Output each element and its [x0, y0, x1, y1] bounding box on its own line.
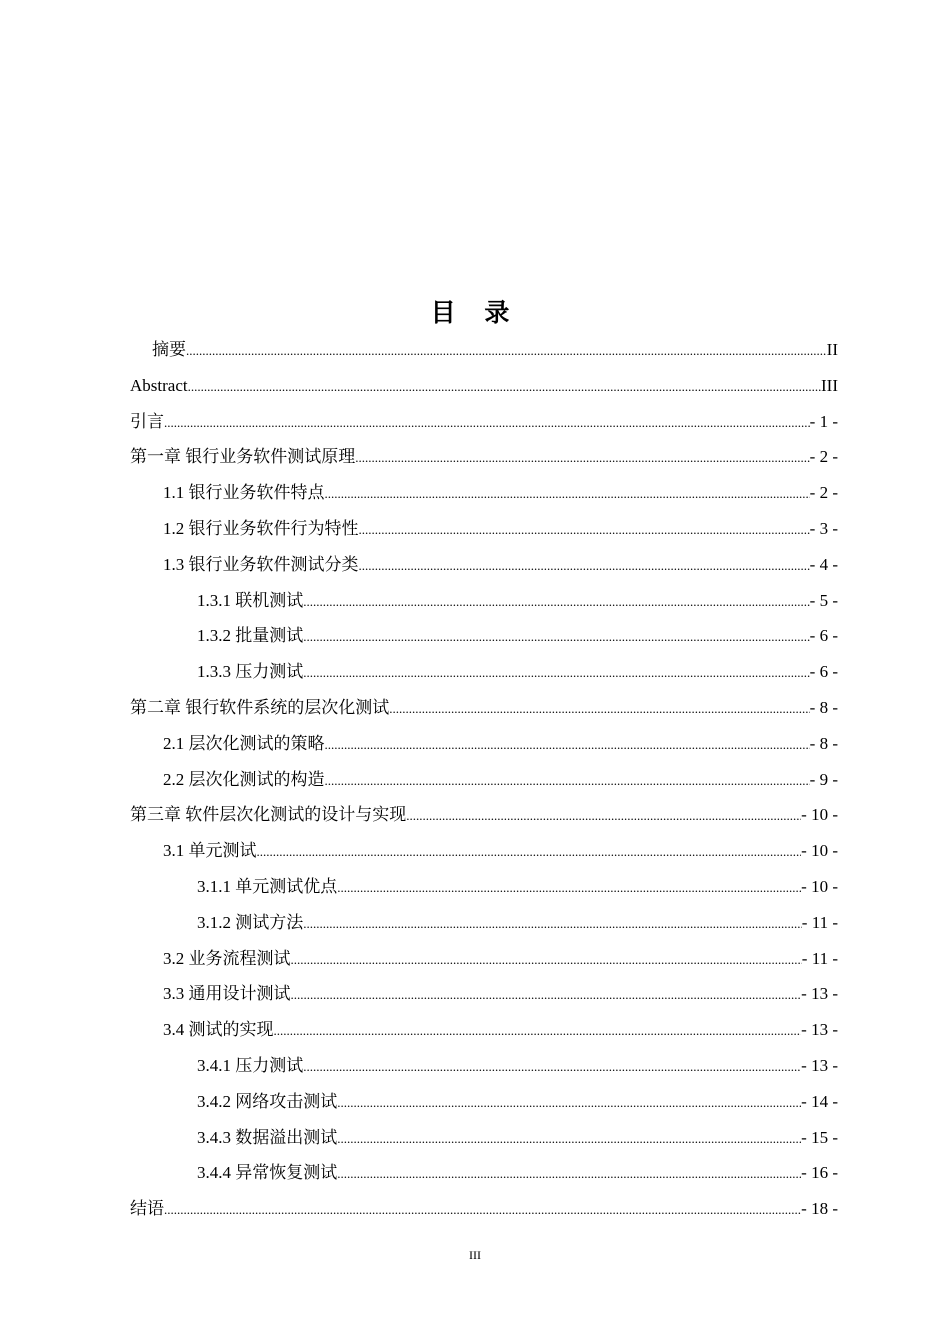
toc-entry[interactable]: [130, 511, 838, 547]
toc-entry-page: - 6 -: [809, 662, 838, 682]
toc-entry-label: 1.3.3 压力测试: [197, 662, 304, 682]
toc-entry[interactable]: [130, 690, 838, 726]
toc-dot-leader: [337, 870, 801, 906]
toc-entry-label: 1.3 银行业务软件测试分类: [163, 554, 359, 574]
toc-entry-label: 1.1 银行业务软件特点: [163, 483, 325, 503]
toc-entry-label: 3.4.1 压力测试: [197, 1055, 304, 1075]
toc-dot-leader: [325, 763, 810, 799]
toc-dot-leader: [164, 405, 810, 441]
toc-entry-label: 1.3.1 联机测试: [197, 590, 304, 610]
toc-entry-label: 引言: [130, 411, 164, 431]
toc-entry-label: 结语: [130, 1199, 164, 1219]
toc-entry[interactable]: [130, 1191, 838, 1227]
toc-entry-label: 3.1 单元测试: [163, 841, 257, 861]
toc-entry-page: - 13 -: [801, 1020, 838, 1040]
toc-entry[interactable]: [130, 475, 838, 511]
toc-entry[interactable]: [130, 404, 838, 440]
footer-page-number: III: [469, 1248, 481, 1262]
toc-entry[interactable]: [130, 618, 838, 654]
toc-dot-leader: [303, 906, 802, 942]
toc-dot-leader: [274, 1013, 802, 1049]
toc-entry-page: - 2 -: [809, 483, 838, 503]
toc-dot-leader: [188, 369, 821, 405]
toc-entry-page: - 1 -: [809, 411, 838, 431]
toc-entry[interactable]: [130, 1120, 838, 1156]
toc-dot-leader: [359, 548, 810, 584]
toc-dot-leader: [303, 1049, 801, 1085]
toc-entry-page: - 4 -: [809, 554, 838, 574]
toc-entry[interactable]: [130, 1012, 838, 1048]
toc-dot-leader: [337, 1085, 801, 1121]
toc-entry-page: - 9 -: [809, 769, 838, 789]
toc-entry-label: Abstract: [130, 375, 188, 395]
toc-entry-label: 3.1.2 测试方法: [197, 912, 304, 932]
toc-entry[interactable]: [130, 583, 838, 619]
toc-entry-page: - 13 -: [801, 984, 838, 1004]
toc-dot-leader: [325, 727, 810, 763]
toc-entry-label: 第三章 软件层次化测试的设计与实现: [130, 805, 407, 825]
toc-dot-leader: [291, 977, 802, 1013]
toc-entry-label: 1.3.2 批量测试: [197, 626, 304, 646]
toc-dot-leader: [389, 691, 809, 727]
toc-entry-page: II: [826, 340, 838, 359]
toc-entry[interactable]: [130, 1048, 838, 1084]
toc-dot-leader: [303, 619, 809, 655]
toc-entry-page: - 16 -: [801, 1163, 838, 1183]
toc-title: 目 录: [430, 298, 520, 327]
toc-dot-leader: [186, 333, 827, 369]
toc-entry-label: 3.4.2 网络攻击测试: [197, 1091, 338, 1111]
toc-entry-page: III: [821, 375, 838, 395]
toc-entry-page: - 2 -: [809, 447, 838, 467]
toc-dot-leader: [337, 1121, 801, 1157]
toc-entry-label: 3.4.3 数据溢出测试: [197, 1127, 338, 1147]
toc-entry-page: - 10 -: [801, 841, 838, 861]
toc-dot-leader: [337, 1156, 801, 1192]
toc-entry-page: - 8 -: [809, 733, 838, 753]
toc-entry[interactable]: [130, 976, 838, 1012]
toc-entry[interactable]: [130, 368, 838, 404]
toc-dot-leader: [164, 1192, 801, 1228]
toc-entry[interactable]: [130, 332, 838, 368]
toc-entry[interactable]: [130, 762, 838, 798]
toc-entry[interactable]: [130, 941, 838, 977]
toc-dot-leader: [257, 834, 802, 870]
toc-entry-page: - 6 -: [809, 626, 838, 646]
toc-entry-page: - 5 -: [809, 590, 838, 610]
toc-entry[interactable]: [130, 726, 838, 762]
toc-entry-page: - 14 -: [801, 1091, 838, 1111]
toc-dot-leader: [355, 440, 809, 476]
toc-entry[interactable]: [130, 833, 838, 869]
toc-entry-page: - 10 -: [801, 805, 838, 825]
toc-entry-label: 3.4 测试的实现: [163, 1020, 274, 1040]
toc-entry-label: 第一章 银行业务软件测试原理: [130, 447, 356, 467]
toc-entry-label: 摘要: [152, 340, 186, 359]
toc-entry-page: - 10 -: [801, 876, 838, 896]
toc-entry-label: 1.2 银行业务软件行为特性: [163, 518, 359, 538]
toc-entry-label: 3.4.4 异常恢复测试: [197, 1163, 338, 1183]
toc-entry[interactable]: [130, 797, 838, 833]
toc-entry-page: - 18 -: [801, 1199, 838, 1219]
toc-entry[interactable]: [130, 439, 838, 475]
toc-entry-page: - 11 -: [801, 912, 838, 932]
toc-entry-label: 3.3 通用设计测试: [163, 984, 291, 1004]
toc-entry-label: 3.1.1 单元测试优点: [197, 876, 338, 896]
toc-dot-leader: [359, 512, 810, 548]
toc-entry-page: - 13 -: [801, 1055, 838, 1075]
toc-entry[interactable]: [130, 1155, 838, 1191]
toc-dot-leader: [406, 798, 801, 834]
toc-entry-label: 3.2 业务流程测试: [163, 948, 291, 968]
toc-entry-label: 2.1 层次化测试的策略: [163, 733, 325, 753]
toc-entry[interactable]: [130, 905, 838, 941]
toc-entry[interactable]: [130, 869, 838, 905]
toc-entry-label: 第二章 银行软件系统的层次化测试: [130, 697, 390, 717]
table-of-contents: [130, 332, 838, 1227]
toc-dot-leader: [325, 476, 810, 512]
toc-entry-page: - 3 -: [809, 518, 838, 538]
toc-entry-label: 2.2 层次化测试的构造: [163, 769, 325, 789]
toc-dot-leader: [291, 942, 802, 978]
toc-entry-page: - 8 -: [809, 697, 838, 717]
toc-entry-page: - 15 -: [801, 1127, 838, 1147]
toc-dot-leader: [303, 584, 809, 620]
toc-entry[interactable]: [130, 547, 838, 583]
toc-entry[interactable]: [130, 1084, 838, 1120]
toc-entry-page: - 11 -: [801, 948, 838, 968]
toc-entry[interactable]: [130, 654, 838, 690]
toc-dot-leader: [303, 655, 809, 691]
